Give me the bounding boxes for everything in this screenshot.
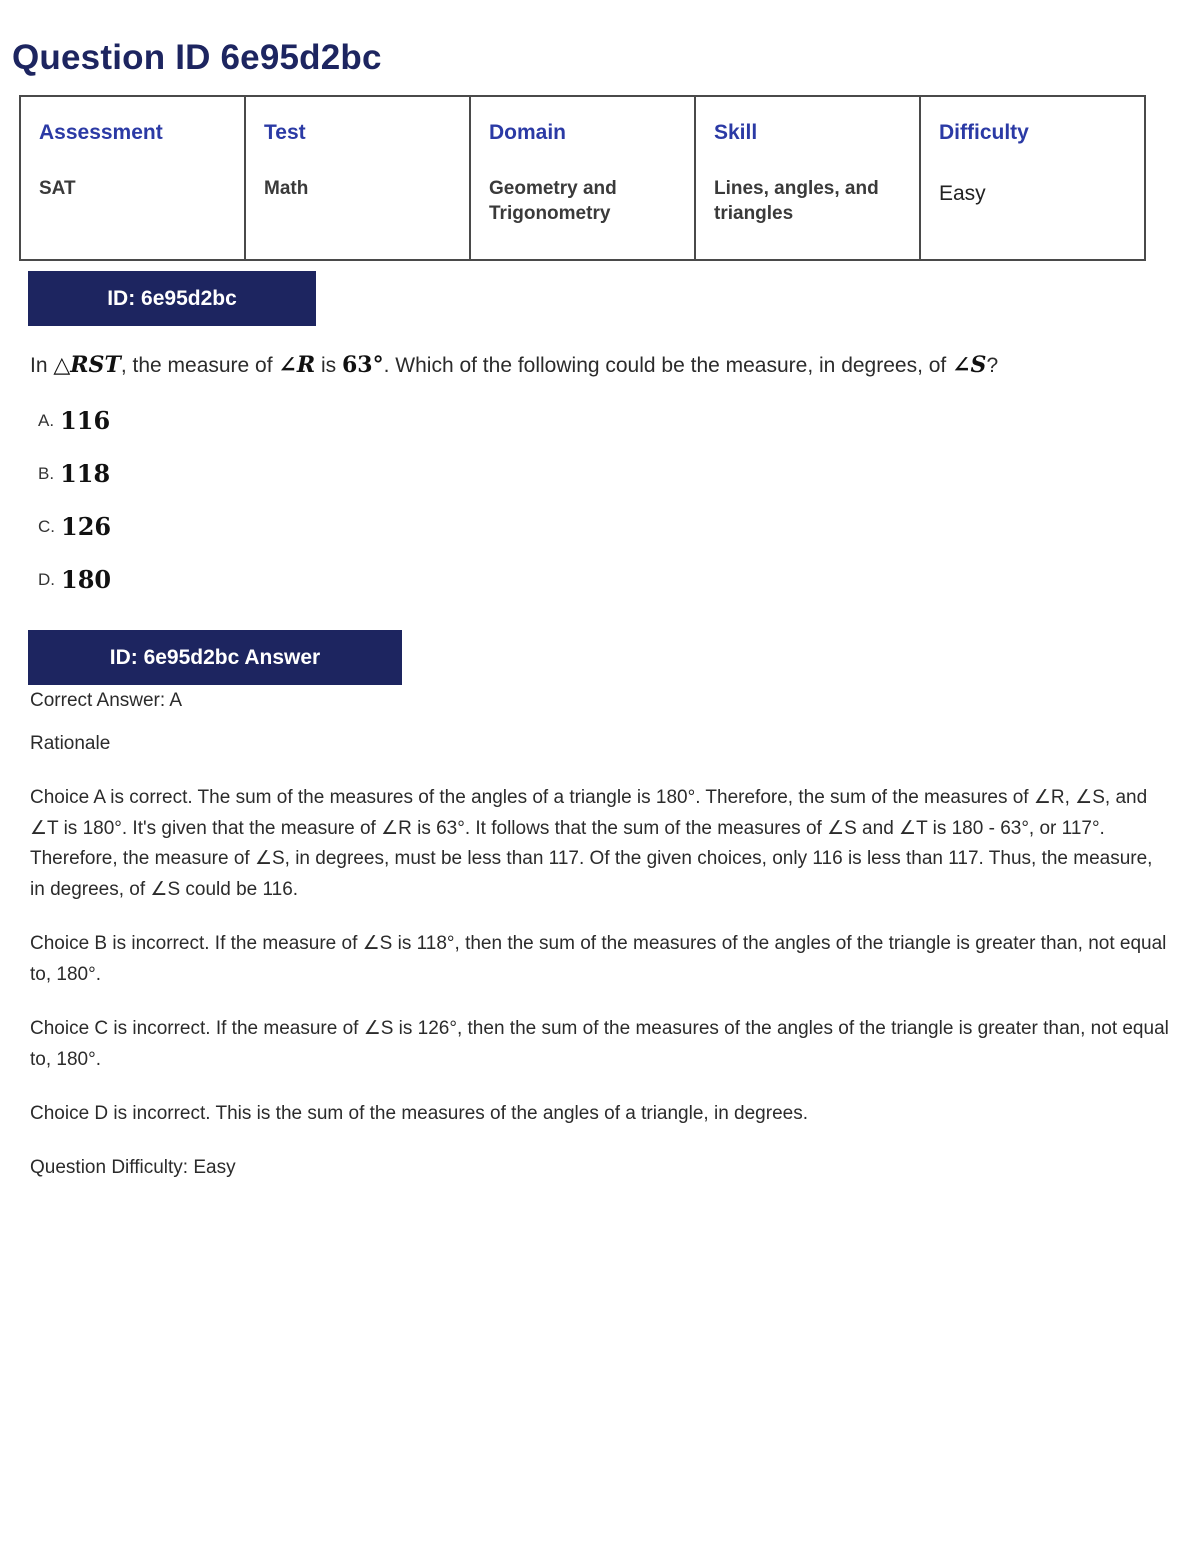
choice-d[interactable] — [38, 553, 111, 606]
rationale-choice-c: Choice C is incorrect. If the measure of ∠S is 126°, then the sum of the measures of the angles of the triangle is greater than, not equal to, 180°. — [30, 1018, 1169, 1070]
difficulty-cell — [920, 96, 1145, 260]
assessment-cell — [20, 96, 245, 260]
difficulty-value: Easy — [939, 182, 986, 205]
rationale-choice-a: Choice A is correct. The sum of the measures of the angles of a triangle is 180°. Therefore, the sum of the measures of ∠R, ∠S, and ∠T is 180°. It's given that the measure of ∠R is 63°. It follows that the sum of the measures of ∠S and ∠T is 180 - 63°, or 117°. Therefore, the measure of ∠S, in degrees, must be less than 117. Of the given choices, only 116 is less than 117. Thus, the measure, in degrees, of ∠S could be 116. — [30, 787, 1153, 900]
assessment-value: SAT — [39, 178, 76, 199]
choice-letter: A. — [38, 410, 55, 430]
angle-s-math: ∠S — [952, 352, 987, 378]
domain-cell — [470, 96, 695, 260]
question-metadata-table — [19, 95, 1146, 261]
domain-header: Domain — [489, 121, 567, 144]
choice-a[interactable] — [38, 394, 111, 447]
rationale-choice-d: Choice D is incorrect. This is the sum of the measures of the angles of a triangle, in degrees. — [30, 1103, 808, 1124]
choice-b[interactable] — [38, 447, 111, 500]
test-header: Test — [264, 121, 306, 144]
angle-r-math: ∠R — [278, 352, 316, 378]
angle-r-degrees: 63° — [341, 352, 384, 378]
rationale-choice-b: Choice B is incorrect. If the measure of ∠S is 118°, then the sum of the measures of the angles of the triangle is greater than, not equal to, 180°. — [30, 933, 1167, 985]
test-value: Math — [264, 178, 309, 199]
difficulty-header: Difficulty — [939, 121, 1029, 144]
domain-value: Geometry and Trigonometry — [489, 178, 617, 224]
correct-answer: Correct Answer: A — [30, 690, 183, 711]
choice-letter: C. — [38, 516, 55, 536]
question-part-4: . Which of the following could be the measure, in degrees, of — [383, 354, 953, 377]
rationale-label: Rationale — [30, 732, 111, 754]
question-id-banner: ID: 6e95d2bc — [28, 271, 316, 326]
skill-value: Lines, angles, and triangles — [714, 178, 879, 224]
answer-explanation — [30, 686, 1170, 1183]
choice-value: 126 — [61, 512, 112, 541]
question-part-3: is — [315, 354, 342, 377]
choice-letter: B. — [38, 463, 55, 483]
assessment-header: Assessment — [39, 121, 163, 144]
skill-header: Skill — [714, 121, 758, 144]
answer-choices — [38, 394, 111, 606]
skill-cell — [695, 96, 920, 260]
choice-c[interactable] — [38, 500, 111, 553]
choice-value: 116 — [60, 406, 111, 435]
metadata-row — [20, 96, 1145, 260]
answer-id-banner: ID: 6e95d2bc Answer — [28, 630, 402, 685]
question-text — [30, 352, 998, 378]
question-part-2: , the measure of — [120, 354, 279, 377]
triangle-rst-math: △RST — [53, 352, 121, 378]
question-part-1: In — [30, 354, 54, 377]
choice-value: 180 — [61, 565, 112, 594]
question-part-5: ? — [986, 354, 999, 377]
page-title: Question ID 6e95d2bc — [12, 38, 382, 77]
test-cell — [245, 96, 470, 260]
choice-letter: D. — [38, 569, 55, 589]
question-difficulty: Question Difficulty: Easy — [30, 1156, 236, 1178]
choice-value: 118 — [60, 459, 111, 488]
